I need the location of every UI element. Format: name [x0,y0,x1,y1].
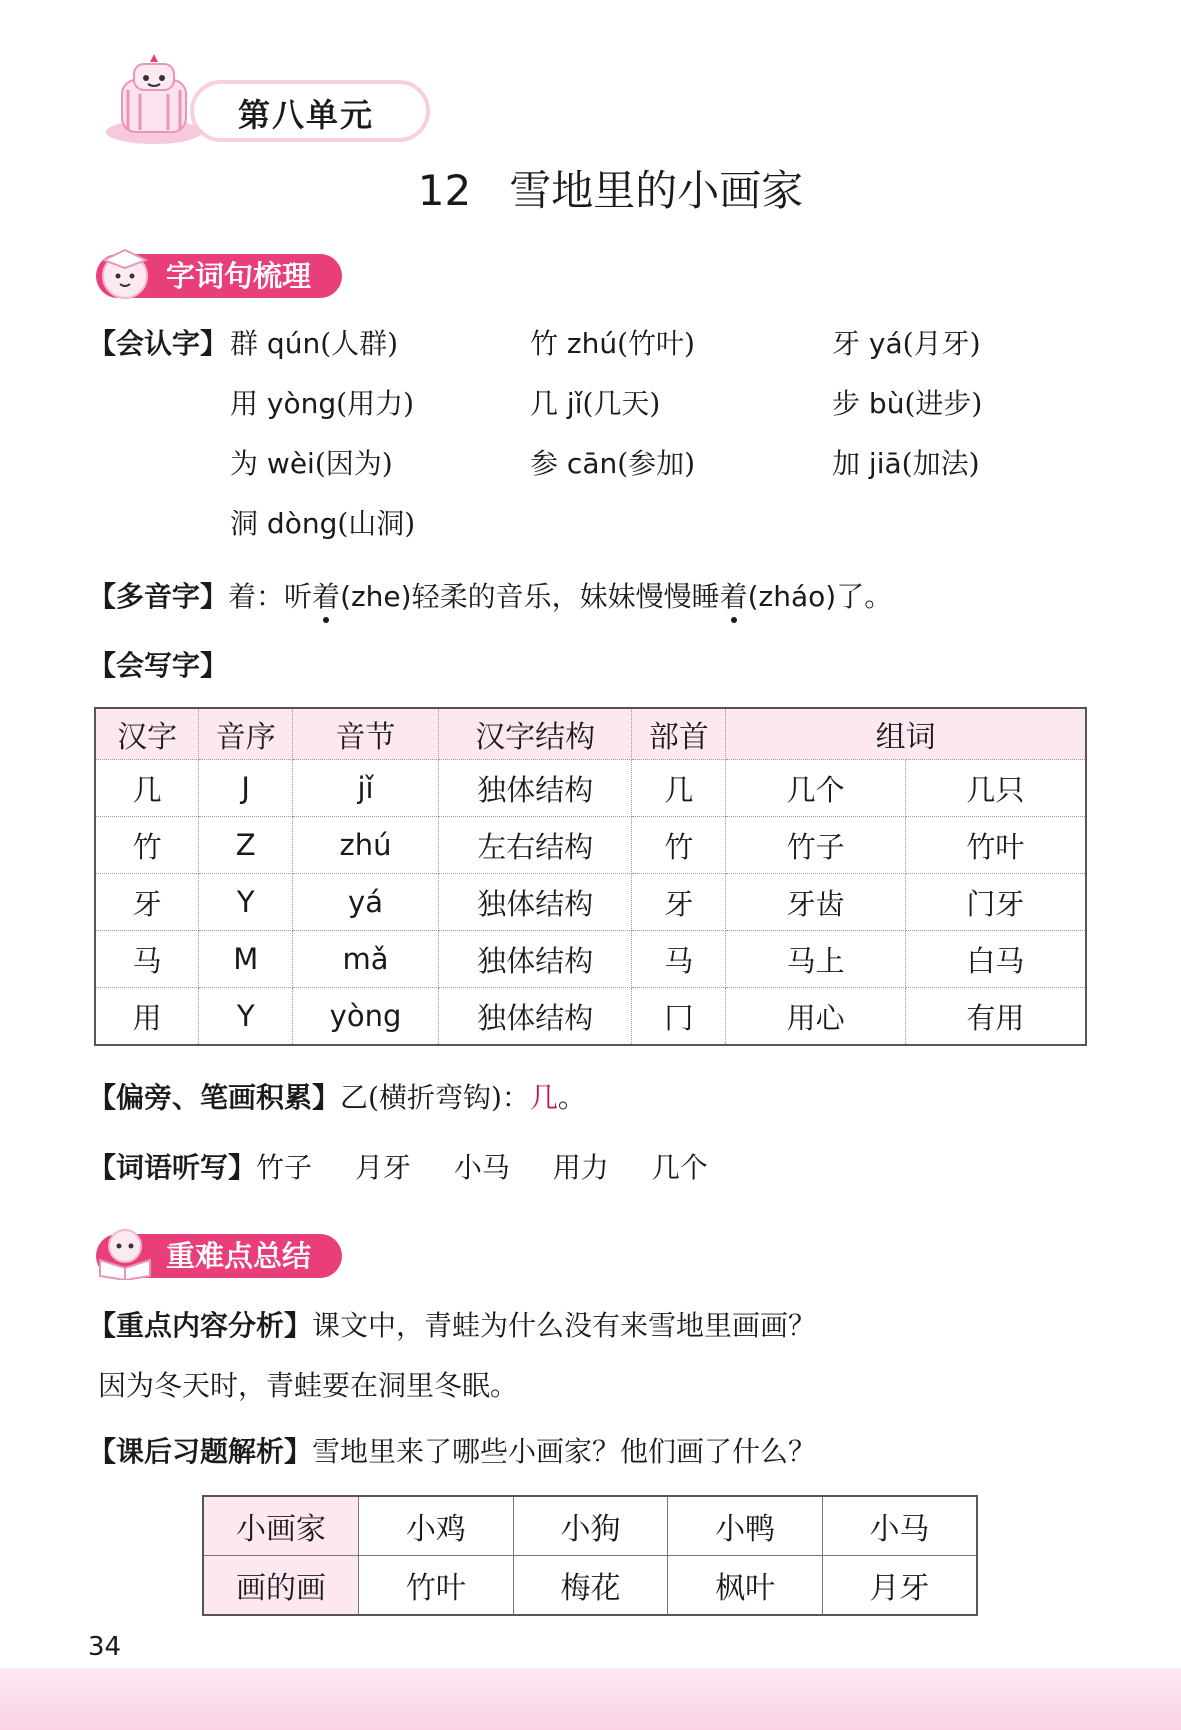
book-mascot-icon [92,1222,158,1280]
recognize-item: 牙 yá(月牙) [832,327,981,360]
table-cell: yá [293,874,439,931]
table-header: 汉字结构 [438,708,632,760]
table-cell: 牙 [632,874,726,931]
table-cell: 梅花 [513,1556,668,1616]
recognize-label: 【会认字】 [88,327,229,360]
lesson-title [0,158,1181,218]
stroke-example: 几 [529,1081,558,1114]
table-cell: J [199,760,293,817]
section-banner-label: 字词句梳理 [166,259,312,293]
exercise-label: 【课后习题解析】 [88,1435,313,1468]
table-cell: 小马 [822,1496,977,1556]
page-number: 34 [88,1632,122,1662]
dictation-word: 几个 [651,1151,708,1184]
table-cell: 小鸡 [359,1496,514,1556]
polyphone-line: 【多音字】着：听着(zhe)轻柔的音乐，妹妹慢慢睡着(zháo)了。 [88,577,892,617]
table-cell: 牙 [95,874,199,931]
lesson-name: 雪地里的小画家 [509,166,804,215]
table-cell: 独体结构 [438,931,632,988]
table-cell: 几只 [905,760,1086,817]
table-header: 汉字 [95,708,199,760]
recognize-item: 参 cān(参加) [530,447,696,480]
recognize-item: 竹 zhú(竹叶) [530,327,695,360]
table-cell: 用 [95,988,199,1046]
recognize-item: 加 jiā(加法) [832,447,980,480]
table-cell: 白马 [905,931,1086,988]
recognize-item: 几 jǐ(几天) [530,387,661,420]
table-cell: mǎ [293,931,439,988]
table-cell: 独体结构 [438,760,632,817]
table-cell: zhú [293,817,439,874]
write-table [94,707,1087,1046]
recognize-item: 群 qún(人群) [230,327,399,360]
write-label: 【会写字】 [88,649,229,682]
dictation-word: 小马 [453,1151,510,1184]
stroke-label: 【偏旁、笔画积累】 [88,1081,341,1114]
footer-band [0,1668,1181,1730]
table-row [95,760,1086,817]
table-cell: 门牙 [905,874,1086,931]
emphasized-char: 着 [720,577,748,617]
recognize-item: 为 wèi(因为) [230,447,393,480]
table-cell: 竹叶 [905,817,1086,874]
table-cell: 几 [632,760,726,817]
table-header: 部首 [632,708,726,760]
table-cell: 竹 [95,817,199,874]
stroke-line: 【偏旁、笔画积累】乙(横折弯钩)：几。 [88,1081,586,1114]
table-row [203,1496,977,1556]
table-cell: 牙齿 [726,874,906,931]
lesson-number: 12 [417,166,472,215]
table-cell: 有用 [905,988,1086,1046]
table-header-row [95,708,1086,760]
recognize-item: 步 bù(进步) [832,387,983,420]
table-cell: 小狗 [513,1496,668,1556]
exercise-question-line [88,1432,816,1472]
section-banner-label: 重难点总结 [166,1239,312,1273]
analysis-question: 课文中，青蛙为什么没有来雪地里画画？ [312,1309,817,1342]
table-cell: 马 [95,931,199,988]
table-cell: 竹叶 [359,1556,514,1616]
table-cell: 马 [632,931,726,988]
table-cell: 左右结构 [438,817,632,874]
table-cell: 小画家 [203,1496,359,1556]
dictation-word: 月牙 [354,1151,411,1184]
dictation-label: 【词语听写】 [88,1151,257,1184]
table-row [95,874,1086,931]
table-cell: 月牙 [822,1556,977,1616]
emphasized-char: 着 [312,577,340,617]
table-header: 音序 [199,708,293,760]
table-cell: 独体结构 [438,874,632,931]
table-row [95,931,1086,988]
table-cell: 枫叶 [668,1556,823,1616]
table-row [95,988,1086,1046]
table-cell: M [199,931,293,988]
exercise-question: 雪地里来了哪些小画家？他们画了什么？ [312,1435,817,1468]
table-cell: yòng [293,988,439,1046]
analysis-answer: 因为冬天时，青蛙要在洞里冬眠。 [98,1369,519,1402]
table-cell: 马上 [726,931,906,988]
table-cell: 几 [95,760,199,817]
table-cell: 画的画 [203,1556,359,1616]
table-cell: 竹 [632,817,726,874]
table-cell: 独体结构 [438,988,632,1046]
table-cell: 竹子 [726,817,906,874]
dictation-line [88,1148,708,1188]
recognize-item: 用 yòng(用力) [230,387,415,420]
table-cell: Y [199,874,293,931]
dictation-word: 用力 [552,1151,609,1184]
analysis-question-line [88,1306,816,1346]
dictation-word: 竹子 [256,1151,313,1184]
exercise-table [202,1495,978,1616]
table-row [95,817,1086,874]
table-header: 组词 [726,708,1086,760]
mascot-icon [92,50,212,150]
teacher-mascot-icon [92,244,158,302]
table-cell: Y [199,988,293,1046]
table-cell: Z [199,817,293,874]
table-cell: jǐ [293,760,439,817]
table-header: 音节 [293,708,439,760]
table-cell: 几个 [726,760,906,817]
unit-title: 第八单元 [238,96,375,134]
table-cell: 冂 [632,988,726,1046]
analysis-label: 【重点内容分析】 [88,1309,313,1342]
table-cell: 小鸭 [668,1496,823,1556]
table-cell: 用心 [726,988,906,1046]
recognize-item: 洞 dòng(山洞) [230,507,416,540]
polyphone-label: 【多音字】 [88,580,229,613]
table-row [203,1556,977,1616]
